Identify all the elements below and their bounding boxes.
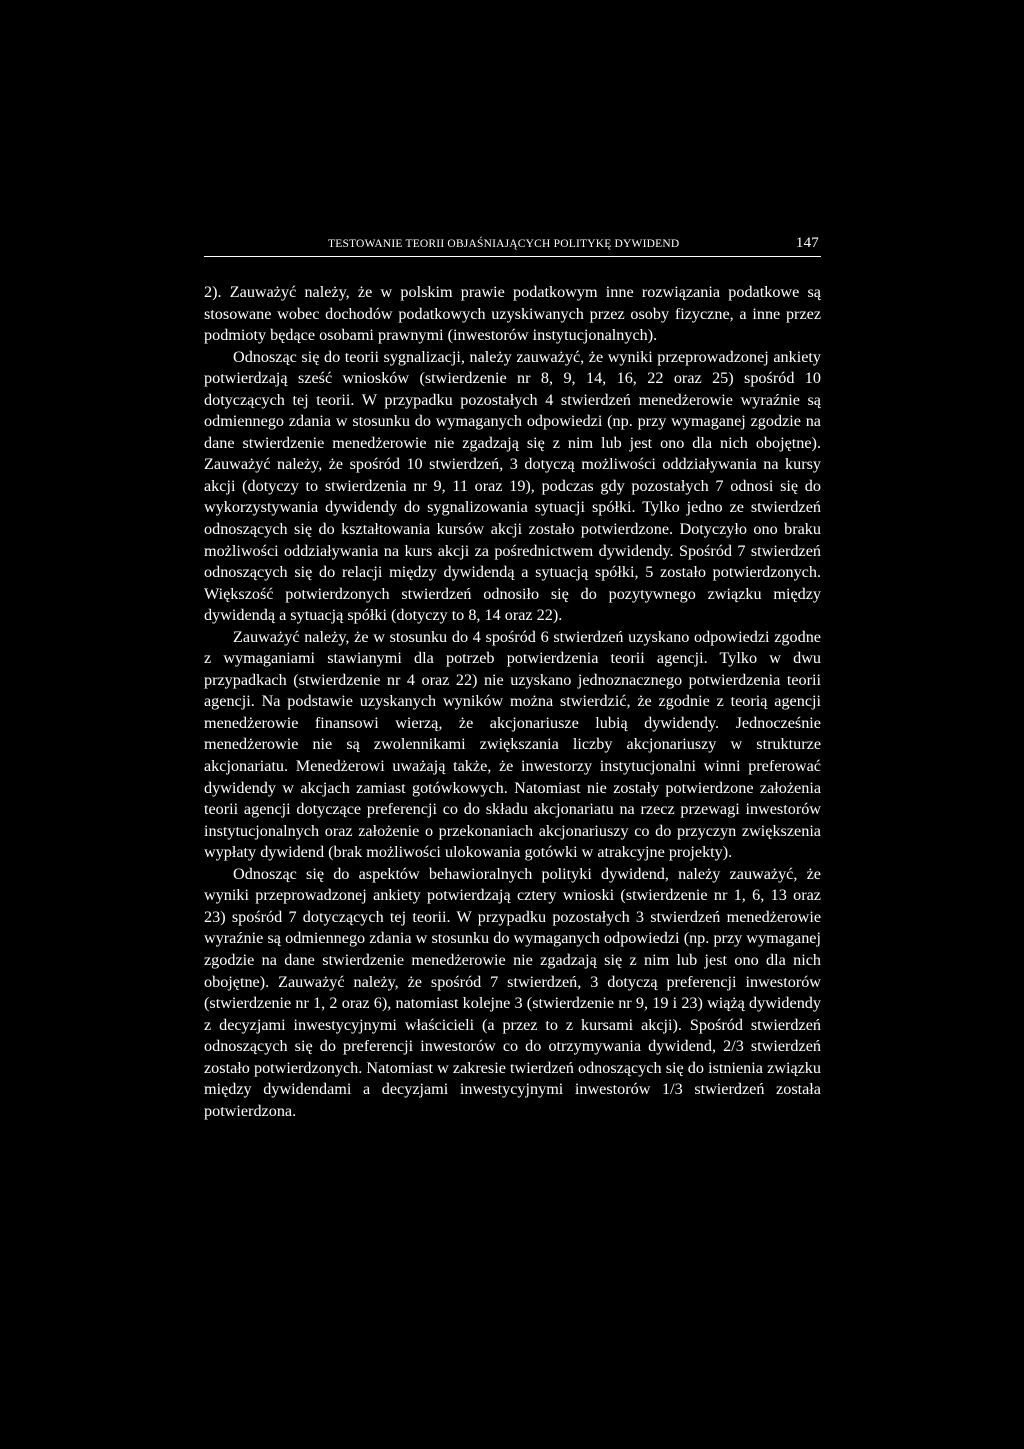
paragraph-signaling-theory: Odnosząc się do teorii sygnalizacji, należy zauważyć, że wyniki przeprowadzonej ankiety potwierdzają sześć wniosków (stwierdzenie nr 8, 9, 14, 16, 22 oraz 25) spośród 10 dotyczących tej teorii. W przypadku pozostałych 4 stwierdzeń menedżerowie wyraźnie są odmiennego zdania w stosunku do wymaganych odpowiedzi (np. przy wymaganej zgodzie na dane stwierdzenie menedżerowie nie zgadzają się z nim lub jest ono dla nich obojętne). Zauważyć należy, że spośród 10 stwierdzeń, 3 dotyczą możliwości oddziaływania na kursy akcji (dotyczy to stwierdzenia nr 9, 11 oraz 19), podczas gdy pozostałych 7 odnosi się do wykorzystywania dywidendy do sygnalizowania sytuacji spółki. Tylko jedno ze stwierdzeń odnoszących się do kształtowania kursów akcji zostało potwierdzone. Dotyczyło ono braku możliwości oddziaływania na kurs akcji za pośrednictwem dywidendy. Spośród 7 stwierdzeń odnoszących się do relacji między dywidendą a sytuacją spółki, 5 zostało potwierdzonych. Większość potwierdzonych stwierdzeń odnosiło się do pozytywnego związku między dywidendą a sytuacją spółki (dotyczy to 8, 14 oraz 22). [204,347,821,625]
paragraph-tax-continuation: 2). Zauważyć należy, że w polskim prawie podatkowym inne rozwiązania podatkowe są stosowane wobec dochodów podatkowych uzyskiwanych przez osoby fizyczne, a inne przez podmioty będące osobami prawnymi (inwestorów instytucjonalnych). [204,283,821,345]
body-text [204,282,821,1122]
paragraph-agency-theory: Zauważyć należy, że w stosunku do 4 spośród 6 stwierdzeń uzyskano odpowiedzi zgodne z wymaganiami stawianymi dla potrzeb potwierdzenia teorii agencji. Tylko w dwu przypadkach (stwierdzenie nr 4 oraz 22) nie uzyskano jednoznacznego potwierdzenia teorii agencji. Na podstawie uzyskanych wyników można stwierdzić, że zgodnie z teorią agencji menedżerowie finansowi wierzą, że akcjonariusze lubią dywidendy. Jednocześnie menedżerowie nie są zwolennikami zwiększania liczby akcjonariuszy w strukturze akcjonariatu. Menedżerowi uważają także, że inwestorzy instytucjonalni winni preferować dywidendy w akcjach zamiast gotówkowych. Natomiast nie zostały potwierdzone założenia teorii agencji dotyczące preferencji co do składu akcjonariatu na rzecz przewagi inwestorów instytucjonalnych oraz założenie o przekonaniach akcjonariuszy co do przyczyn zwiększenia wypłaty dywidend (brak możliwości ulokowania gotówki w atrakcyjne projekty). [204,627,821,862]
running-header [204,230,821,257]
paragraph-behavioral-aspects: Odnosząc się do aspektów behawioralnych polityki dywidend, należy zauważyć, że wyniki przeprowadzonej ankiety potwierdzają cztery wnioski (stwierdzenie nr 1, 6, 13 oraz 23) spośród 7 dotyczących tej teorii. W przypadku pozostałych 3 stwierdzeń menedżerowie wyraźnie są odmiennego zdania w stosunku do wymaganych odpowiedzi (np. przy wymaganej zgodzie na dane stwierdzenie menedżerowie nie zgadzają się z nim lub jest ono dla nich obojętne). Zauważyć należy, że spośród 7 stwierdzeń, 3 dotyczą preferencji inwestorów (stwierdzenie nr 1, 2 oraz 6), natomiast kolejne 3 (stwierdzenie nr 9, 19 i 23) wiążą dywidendy z decyzjami inwestycyjnymi właścicieli (a przez to z kursami akcji). Spośród stwierdzeń odnoszących się do preferencji inwestorów co do otrzymywania dywidend, 2/3 stwierdzeń zostało potwierdzonych. Natomiast w zakresie twierdzeń odnoszących się do istnienia związku między dywidendami a decyzjami inwestycyjnymi inwestorów 1/3 stwierdzeń została potwierdzona. [204,864,821,1120]
page-number: 147 [795,235,819,251]
book-page [204,230,821,1122]
running-title: TESTOWANIE TEORII OBJAŚNIAJĄCYCH POLITYKĘ DYWIDEND [328,238,680,250]
